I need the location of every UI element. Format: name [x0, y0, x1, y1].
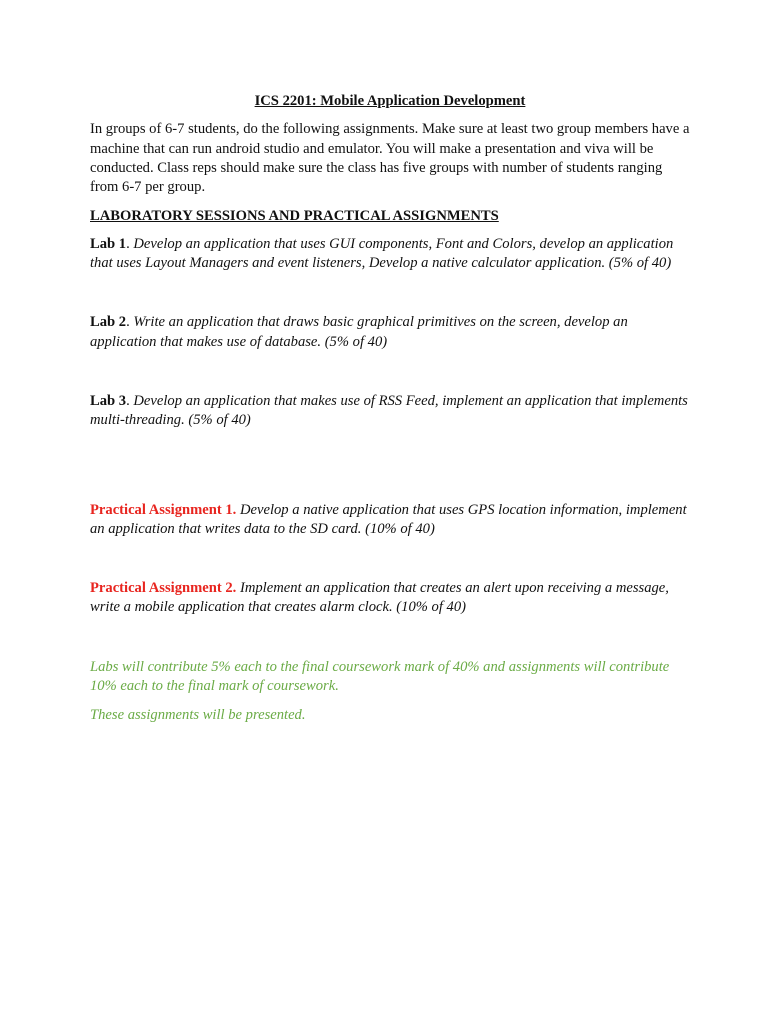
section-heading: LABORATORY SESSIONS AND PRACTICAL ASSIGNMENTS	[90, 208, 499, 225]
practical-assignment-2-paragraph	[90, 579, 690, 618]
presentation-note: These assignments will be presented.	[90, 707, 306, 724]
lab-2-description: Write an application that draws basic graphical primitives on the screen, develop an application that makes use of database. (5% of 40)	[90, 314, 628, 350]
lab-3-separator: .	[126, 392, 134, 409]
lab-1-description: Develop an application that uses GUI components, Font and Colors, develop an application that uses Layout Managers and event listeners, Develop a native calculator application. (5% of 40)	[90, 235, 674, 272]
lab-2-separator: .	[126, 314, 134, 331]
practical-assignment-2-description: Implement an application that creates an alert upon receiving a message, write a mobile application that creates alarm clock. (10% of 40)	[90, 580, 669, 616]
coursework-note: Labs will contribute 5% each to the final coursework mark of 40% and assignments will contribute 10% each to the final mark of coursework.	[90, 658, 670, 695]
practical-assignment-1-label: Practical Assignment 1.	[90, 501, 237, 518]
lab-3-paragraph	[90, 392, 690, 431]
lab-3-description: Develop an application that makes use of RSS Feed, implement an application that implements multi-threading. (5% of 40)	[90, 392, 688, 429]
lab-1-separator: .	[126, 235, 134, 252]
lab-3-label: Lab 3	[90, 392, 127, 409]
intro-paragraph: In groups of 6-7 students, do the following assignments. Make sure at least two group members have a machine that can run android studio and emulator. You will make a presentation and viva will be conducted. Class reps should make sure the class has five groups with number of students ranging from 6-7 per group.	[90, 121, 690, 196]
lab-2-paragraph	[90, 313, 690, 352]
practical-assignment-2-label: Practical Assignment 2.	[90, 580, 237, 597]
practical-assignment-1-description: Develop a native application that uses GPS location information, implement an application that writes data to the SD card. (10% of 40)	[90, 501, 687, 537]
lab-2-label: Lab 2	[90, 314, 127, 331]
lab-1-paragraph	[90, 235, 690, 274]
document-page	[90, 92, 690, 726]
document-title: ICS 2201: Mobile Application Development	[254, 93, 526, 109]
lab-1-label: Lab 1	[90, 235, 127, 252]
practical-assignment-1-paragraph	[90, 501, 690, 540]
